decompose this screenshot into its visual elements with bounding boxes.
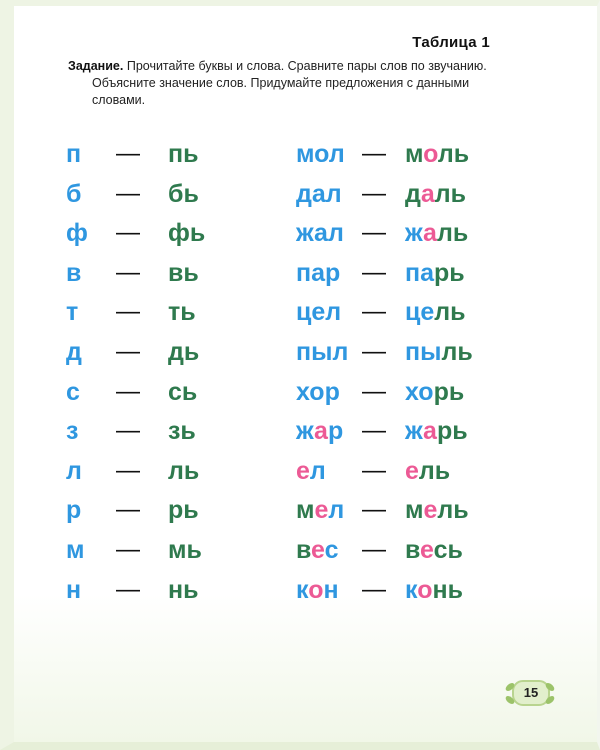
word-letter: д (296, 179, 312, 208)
word-letter: а (420, 258, 435, 287)
soft-consonant: мь (168, 535, 202, 564)
soft-word (405, 257, 465, 289)
word-letter: п (405, 337, 421, 366)
hard-word (296, 217, 344, 249)
table-row (0, 494, 600, 534)
word-letter: ж (405, 219, 424, 248)
word-letter: ль (434, 179, 467, 208)
dash: — (116, 575, 140, 603)
soft-consonant: бь (168, 179, 199, 208)
task-text (68, 58, 528, 109)
word-letter: а (314, 219, 328, 248)
word-letter: е (405, 456, 419, 485)
table-row (0, 455, 600, 495)
hard-word (296, 336, 348, 368)
word-letter: р (325, 258, 341, 287)
word-letter: ц (405, 298, 421, 327)
soft-consonant: сь (168, 377, 198, 406)
hard-word (296, 178, 342, 210)
hard-consonant: б (66, 179, 82, 208)
dash: — (362, 377, 386, 405)
dash: — (116, 140, 140, 167)
task-line-2: Объясните значение слов. Придумайте предложения с данными (92, 76, 470, 90)
soft-word (405, 376, 464, 408)
word-letter: о (309, 377, 325, 406)
hard-word (296, 376, 340, 408)
word-letter: м (296, 496, 315, 525)
word-letter: рь (433, 377, 465, 406)
word-letter: р (324, 377, 340, 406)
hard-consonant: д (66, 337, 82, 366)
hard-consonant: м (66, 535, 85, 564)
hard-consonant: л (66, 456, 82, 485)
dash: — (362, 219, 386, 247)
word-letter: е (420, 298, 435, 327)
soft-word (405, 296, 466, 328)
table-row (0, 415, 600, 455)
table-row (0, 376, 600, 416)
word-letter: рь (434, 258, 465, 287)
soft-word (405, 217, 468, 249)
word-letter: в (405, 535, 421, 564)
soft-consonant: дь (168, 337, 200, 366)
word-letter: м (405, 496, 424, 525)
dash: — (116, 496, 140, 524)
soft-word (405, 574, 463, 606)
task-label: Задание. (68, 59, 124, 73)
word-letter: л (328, 140, 345, 168)
hard-word (296, 455, 326, 487)
word-letter: м (296, 140, 315, 168)
soft-word (405, 138, 469, 170)
dash: — (116, 258, 140, 286)
word-letter: о (314, 140, 329, 168)
hard-consonant: п (66, 140, 82, 168)
dash: — (116, 456, 140, 484)
word-letter: сь (433, 535, 463, 564)
word-letter: о (418, 377, 434, 406)
word-letter: к (296, 575, 309, 604)
word-letter: ы (420, 337, 442, 366)
hard-consonant: р (66, 496, 82, 525)
dash: — (116, 179, 140, 207)
dash: — (362, 417, 386, 445)
dash: — (362, 337, 386, 365)
soft-word (405, 336, 473, 368)
table-row (0, 138, 600, 178)
page-title: Таблица 1 (412, 34, 490, 51)
soft-consonant: ль (168, 456, 200, 485)
word-letter: ж (296, 417, 315, 446)
dash: — (362, 298, 386, 326)
word-letter: л (309, 456, 326, 485)
word-letter: п (296, 337, 312, 366)
word-letter: в (296, 535, 312, 564)
soft-consonant: рь (168, 496, 199, 525)
word-letter: е (420, 535, 434, 564)
hard-word (296, 494, 344, 526)
dash: — (116, 337, 140, 365)
word-letter: л (328, 496, 345, 525)
word-letter: а (311, 258, 326, 287)
word-letter: ль (436, 219, 469, 248)
hard-consonant: с (66, 377, 80, 406)
hard-consonant: т (66, 298, 79, 327)
soft-word (405, 494, 469, 526)
hard-word (296, 534, 339, 566)
soft-consonant: зь (168, 417, 196, 446)
soft-word (405, 178, 466, 210)
soft-consonant: ть (168, 298, 196, 327)
word-letter: ц (296, 298, 312, 327)
word-letter: а (420, 179, 435, 208)
word-letter: е (296, 456, 310, 485)
dash: — (362, 496, 386, 524)
dash: — (362, 535, 386, 563)
table-row (0, 336, 600, 376)
task-line-1-text: Прочитайте буквы и слова. Сравните пары слов по звучанию. (126, 59, 487, 73)
table-row (0, 257, 600, 297)
word-letter: м (405, 140, 424, 168)
word-letter: л (325, 179, 342, 208)
dash: — (362, 456, 386, 484)
word-letter: а (314, 417, 328, 446)
word-letter: ль (437, 496, 469, 525)
page-number: 15 (512, 680, 550, 706)
word-letter: ж (405, 417, 424, 446)
word-letter: ль (434, 298, 466, 327)
word-letter: е (423, 496, 438, 525)
table-row (0, 178, 600, 218)
dash: — (362, 575, 386, 603)
soft-consonant: фь (168, 219, 206, 248)
task-line-1 (68, 58, 528, 75)
table-row (0, 574, 600, 614)
soft-consonant: пь (168, 140, 199, 168)
hard-word (296, 138, 345, 170)
dash: — (116, 535, 140, 563)
word-letter: ж (296, 219, 315, 248)
hard-consonant: з (66, 417, 79, 446)
word-letter: ль (418, 456, 451, 485)
soft-word (405, 455, 450, 487)
word-letter: л (332, 337, 349, 366)
hard-word (296, 574, 339, 606)
word-letter: ы (311, 337, 333, 366)
word-letter: рь (436, 417, 468, 446)
dash: — (362, 140, 386, 167)
word-letter: х (405, 377, 419, 406)
dash: — (116, 298, 140, 326)
word-letter: о (308, 575, 324, 604)
word-letter: п (296, 258, 312, 287)
word-letter: ль (437, 140, 470, 168)
soft-word (405, 534, 463, 566)
hard-consonant: в (66, 258, 82, 287)
word-letter: е (314, 496, 329, 525)
word-letter: нь (432, 575, 463, 604)
word-letter: к (405, 575, 418, 604)
hard-word (296, 257, 340, 289)
word-letter: х (296, 377, 310, 406)
word-letter: с (324, 535, 339, 564)
word-letter: ль (441, 337, 473, 366)
table-row (0, 534, 600, 574)
soft-word (405, 415, 468, 447)
word-letter: а (311, 179, 326, 208)
task-line-3: словами. (92, 93, 146, 107)
table-row (0, 217, 600, 257)
word-letter: л (327, 219, 344, 248)
word-letter: е (311, 535, 325, 564)
hard-word (296, 415, 343, 447)
dash: — (116, 377, 140, 405)
dash: — (116, 219, 140, 247)
word-letter: а (423, 219, 437, 248)
word-letter: р (327, 417, 344, 446)
word-letter: е (311, 298, 326, 327)
word-letter: н (323, 575, 339, 604)
hard-consonant: н (66, 575, 82, 604)
word-letter: д (405, 179, 421, 208)
dash: — (362, 258, 386, 286)
word-letter: п (405, 258, 421, 287)
word-letter: о (417, 575, 433, 604)
letter-word-table (0, 138, 600, 613)
soft-consonant: вь (168, 258, 199, 287)
word-letter: а (423, 417, 437, 446)
soft-consonant: нь (168, 575, 199, 604)
hard-word (296, 296, 341, 328)
dash: — (116, 417, 140, 445)
word-letter: л (325, 298, 342, 327)
word-letter: о (423, 140, 438, 168)
dash: — (362, 179, 386, 207)
hard-consonant: ф (66, 219, 88, 248)
table-row (0, 296, 600, 336)
